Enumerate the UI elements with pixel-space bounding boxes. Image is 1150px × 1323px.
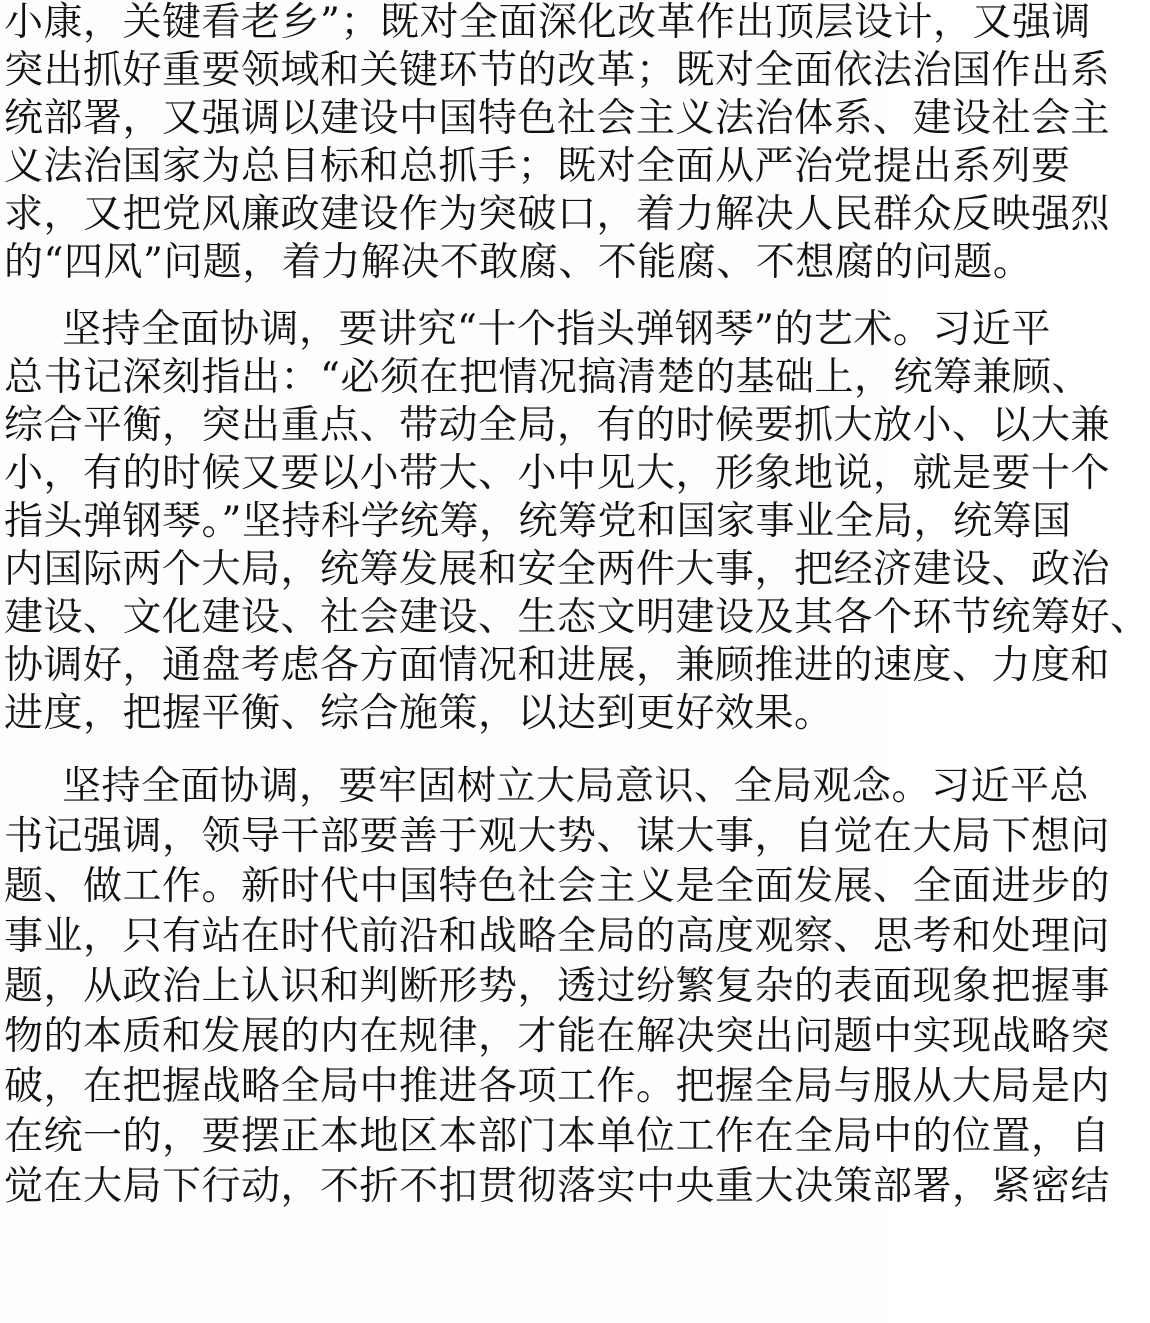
text-line: 建设、文化建设、社会建设、生态文明建设及其各个环节统筹好、 bbox=[4, 595, 1150, 640]
paragraph-first-line: 坚持全面协调，要讲究“十个指头弹钢琴”的艺术。习近平 bbox=[62, 307, 1051, 352]
text-line: 的“四风”问题，着力解决不敢腐、不能腐、不想腐的问题。 bbox=[4, 240, 1033, 285]
text-line: 突出抓好重要领域和关键环节的改革；既对全面依法治国作出系 bbox=[4, 48, 1111, 93]
text-line: 统部署，又强调以建设中国特色社会主义法治体系、建设社会主 bbox=[4, 96, 1111, 141]
text-line: 指头弹钢琴。”坚持科学统筹，统筹党和国家事业全局，统筹国 bbox=[4, 499, 1072, 544]
text-line: 协调好，通盘考虑各方面情况和进展，兼顾推进的速度、力度和 bbox=[4, 643, 1111, 688]
text-line: 综合平衡，突出重点、带动全局，有的时候要抓大放小、以大兼 bbox=[4, 403, 1111, 448]
paragraph-first-line: 坚持全面协调，要牢固树立大局意识、全局观念。习近平总 bbox=[62, 764, 1090, 809]
text-line: 事业，只有站在时代前沿和战略全局的高度观察、思考和处理问 bbox=[4, 914, 1111, 959]
text-line: 内国际两个大局，统筹发展和安全两件大事，把经济建设、政治 bbox=[4, 547, 1111, 592]
text-line: 小康，关键看老乡”；既对全面深化改革作出顶层设计，又强调 bbox=[4, 0, 1091, 45]
text-line: 物的本质和发展的内在规律，才能在解决突出问题中实现战略突 bbox=[4, 1014, 1111, 1059]
text-line: 在统一的，要摆正本地区本部门本单位工作在全局中的位置，自 bbox=[4, 1114, 1111, 1159]
text-line: 题，从政治上认识和判断形势，透过纷繁复杂的表面现象把握事 bbox=[4, 964, 1111, 1009]
text-line: 小，有的时候又要以小带大、小中见大，形象地说，就是要十个 bbox=[4, 451, 1111, 496]
text-line: 求，又把党风廉政建设作为突破口，着力解决人民群众反映强烈 bbox=[4, 192, 1111, 237]
text-line: 破，在把握战略全局中推进各项工作。把握全局与服从大局是内 bbox=[4, 1064, 1111, 1109]
text-line: 题、做工作。新时代中国特色社会主义是全面发展、全面进步的 bbox=[4, 864, 1111, 909]
text-line: 义法治国家为总目标和总抓手；既对全面从严治党提出系列要 bbox=[4, 144, 1071, 189]
text-line: 书记强调，领导干部要善于观大势、谋大事，自觉在大局下想问 bbox=[4, 814, 1111, 859]
text-line: 进度，把握平衡、综合施策，以达到更好效果。 bbox=[4, 691, 834, 736]
text-line: 总书记深刻指出：“必须在把情况搞清楚的基础上，统筹兼顾、 bbox=[4, 355, 1091, 400]
text-line: 觉在大局下行动，不折不扣贯彻落实中央重大决策部署，紧密结 bbox=[4, 1164, 1111, 1209]
